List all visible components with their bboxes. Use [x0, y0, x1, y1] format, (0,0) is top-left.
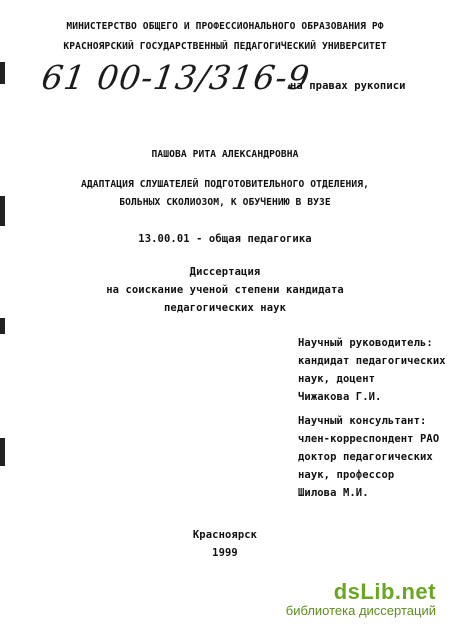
watermark-subtitle: библиотека диссертаций	[285, 603, 436, 618]
degree-line-3: педагогических наук	[163, 302, 286, 314]
author-name: ПАШОВА РИТА АЛЕКСАНДРОВНА	[151, 149, 299, 160]
watermark	[286, 579, 436, 618]
handwritten-catalog-number: 61 00-13/316-9	[39, 58, 313, 97]
title-line-1: АДАПТАЦИЯ СЛУШАТЕЛЕЙ ПОДГОТОВИТЕЛЬНОГО ОТДЕЛЕНИЯ,	[81, 179, 369, 190]
consultant-line-1: Научный консультант:	[298, 415, 427, 427]
year-line: 1999	[212, 547, 238, 559]
watermark-logo: dsLib.net	[333, 579, 436, 604]
manuscript-note: на правах рукописи	[290, 80, 406, 92]
university-line: КРАСНОЯРСКИЙ ГОСУДАРСТВЕННЫЙ ПЕДАГОГИЧЕСКИЙ УНИВЕРСИТЕТ	[63, 41, 387, 52]
consultant-line-4: наук, профессор	[298, 469, 395, 481]
consultant-block	[298, 412, 439, 502]
scan-edge-mark	[0, 318, 5, 334]
supervisor-line-3: наук, доцент	[298, 373, 376, 385]
specialty-line: 13.00.01 - общая педагогика	[138, 233, 312, 245]
title-line-2: БОЛЬНЫХ СКОЛИОЗОМ, К ОБУЧЕНИЮ В ВУЗЕ	[119, 197, 331, 208]
consultant-line-2: член-корреспондент РАО	[298, 433, 440, 445]
supervisor-line-1: Научный руководитель:	[298, 337, 433, 349]
city-line: Красноярск	[192, 529, 258, 541]
degree-line-2: на соискание ученой степени кандидата	[106, 284, 344, 296]
degree-line-1: Диссертация	[189, 266, 261, 278]
consultant-line-5: Шилова М.И.	[298, 487, 369, 499]
consultant-line-3: доктор педагогических	[298, 451, 433, 463]
supervisor-line-2: кандидат педагогических	[298, 355, 446, 367]
ministry-line: МИНИСТЕРСТВО ОБЩЕГО И ПРОФЕССИОНАЛЬНОГО ОБРАЗОВАНИЯ РФ	[66, 21, 384, 32]
scan-edge-mark	[0, 438, 5, 466]
supervisor-block	[298, 334, 446, 406]
scan-edge-mark	[0, 62, 5, 84]
supervisor-line-4: Чижакова Г.И.	[298, 391, 382, 403]
